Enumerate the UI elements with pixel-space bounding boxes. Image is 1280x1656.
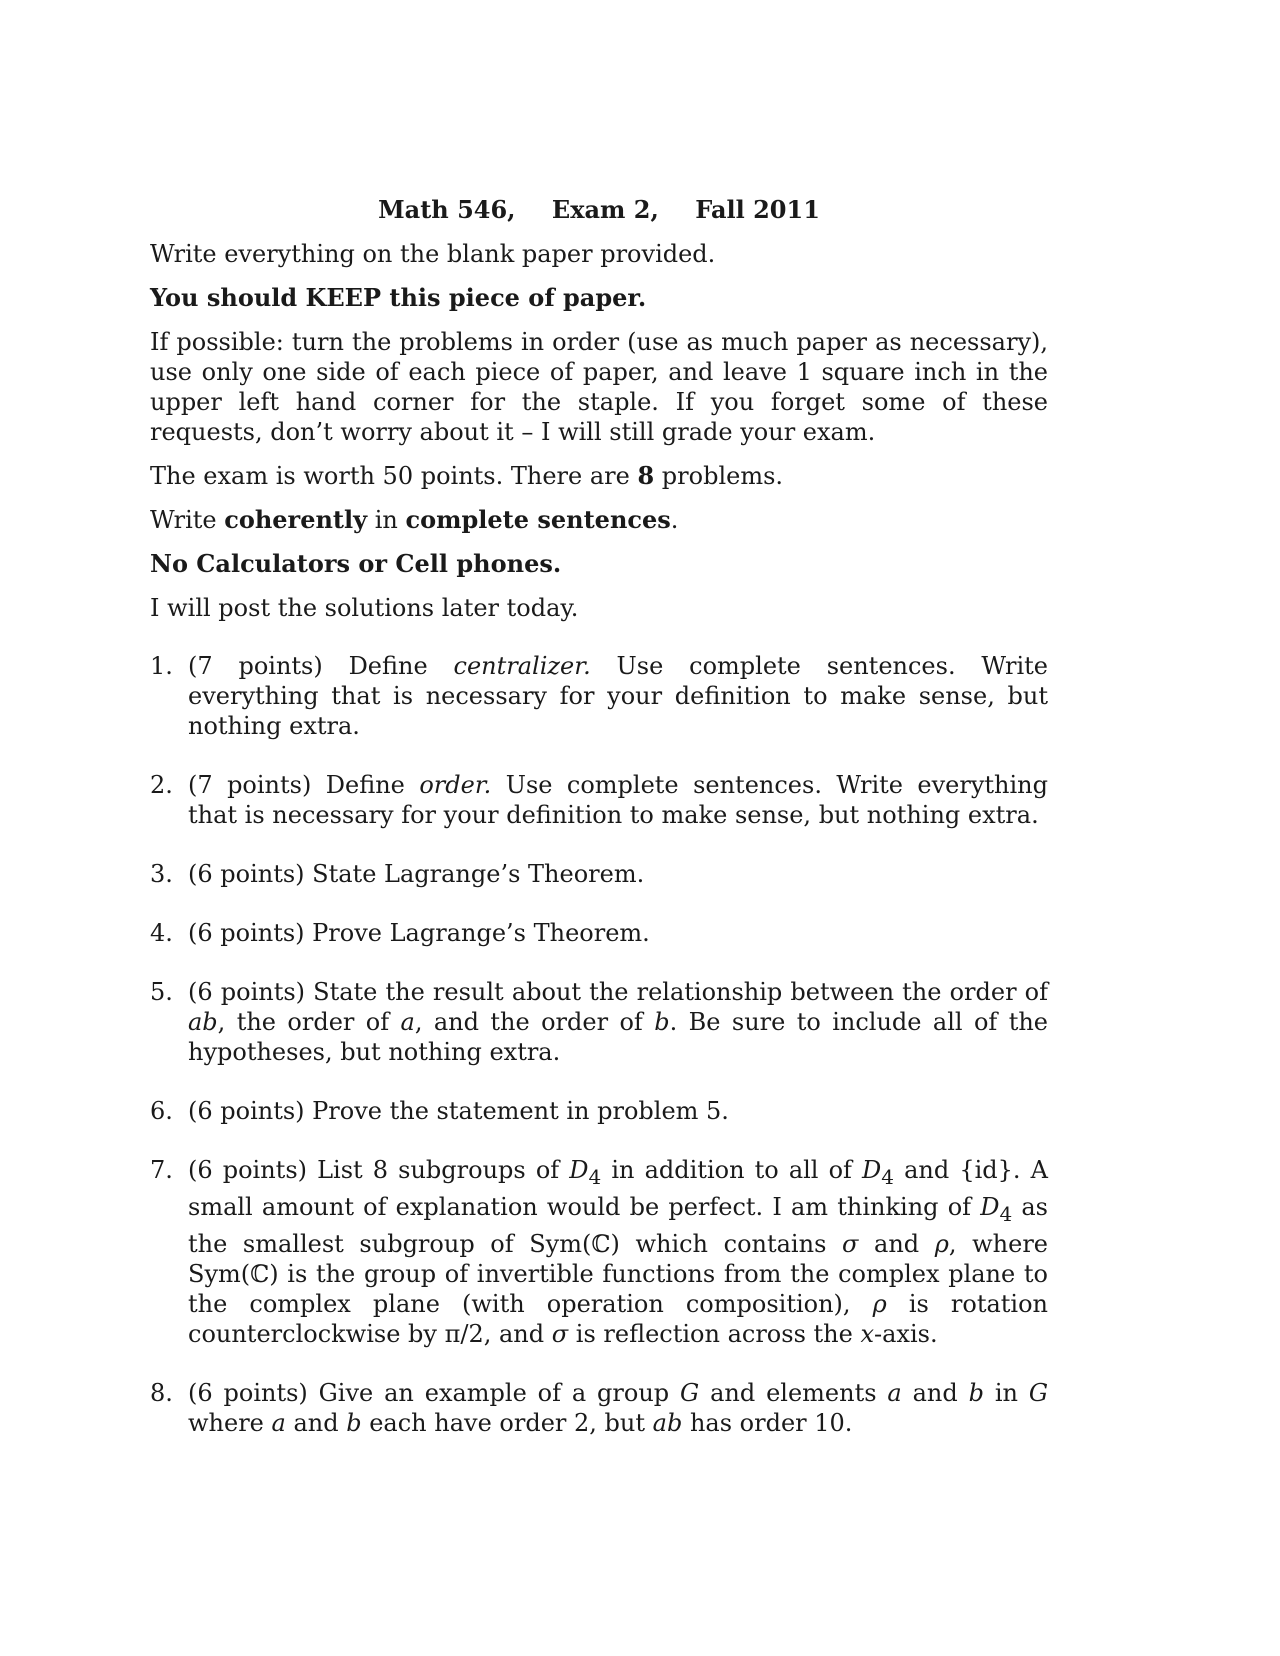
exam-page [150,195,1048,1467]
problem-6: 6. (6 points) Prove the statement in problem 5. [150,1097,729,1125]
problem-5: 5. (6 points) State the result about the relationship between the order of ab, the order of a, and the order of b. Be sure to include all of the hypotheses, but nothing extra. [150,978,1049,1066]
exam-label: Exam 2, [551,195,659,224]
problem-4: 4. (6 points) Prove Lagrange’s Theorem. [150,919,650,947]
problem-7: 7. (6 points) List 8 subgroups of $D_4$ in addition to all of $D_4$ and {id}. A small amount of explanation would be perfect. I am thinking of $D_4$ as the smallest subgroup of Sym(ℂ) which contains σ and ρ, where Sym(ℂ) is the group of invertible functions from the complex plane to the complex plane (with operation composition), ρ is rotation counterclockwise by π/2, and σ is reflection across the x-axis. [150,1156,1049,1348]
course-label: Math 546, [378,195,516,224]
instruction-order: If possible: turn the problems in order (use as much paper as necessary), use only one side of each piece of paper, and leave 1 square inch in the upper left hand corner for the staple. If you forget some of these requests, don’t worry about it – I will still grade your exam. [150,328,1048,446]
problem-3: 3. (6 points) State Lagrange’s Theorem. [150,860,645,888]
instruction-no-calculators: No Calculators or Cell phones. [150,549,562,578]
instruction-coherent: Write coherently in complete sentences. [150,505,679,534]
exam-title [150,195,1048,225]
problem-2: 2. (7 points) Define order. Use complete sentences. Write everything that is necessary for your definition to make sense, but nothing extra. [150,771,1048,829]
instruction-points: The exam is worth 50 points. There are 8 problems. [150,461,784,490]
instruction-solutions: I will post the solutions later today. [150,594,579,622]
instruction-keep-paper: You should KEEP this piece of paper. [150,283,647,312]
problem-1: 1. (7 points) Define centralizer. Use complete sentences. Write everything that is necessary for your definition to make sense, but nothing extra. [150,652,1048,740]
problem-8: 8. (6 points) Give an example of a group G and elements a and b in G where a and b each have order 2, but ab has order 10. [150,1378,1049,1437]
term-label: Fall 2011 [695,195,820,224]
problem-list [150,651,1048,1438]
instruction-blank-paper: Write everything on the blank paper provided. [150,240,716,268]
